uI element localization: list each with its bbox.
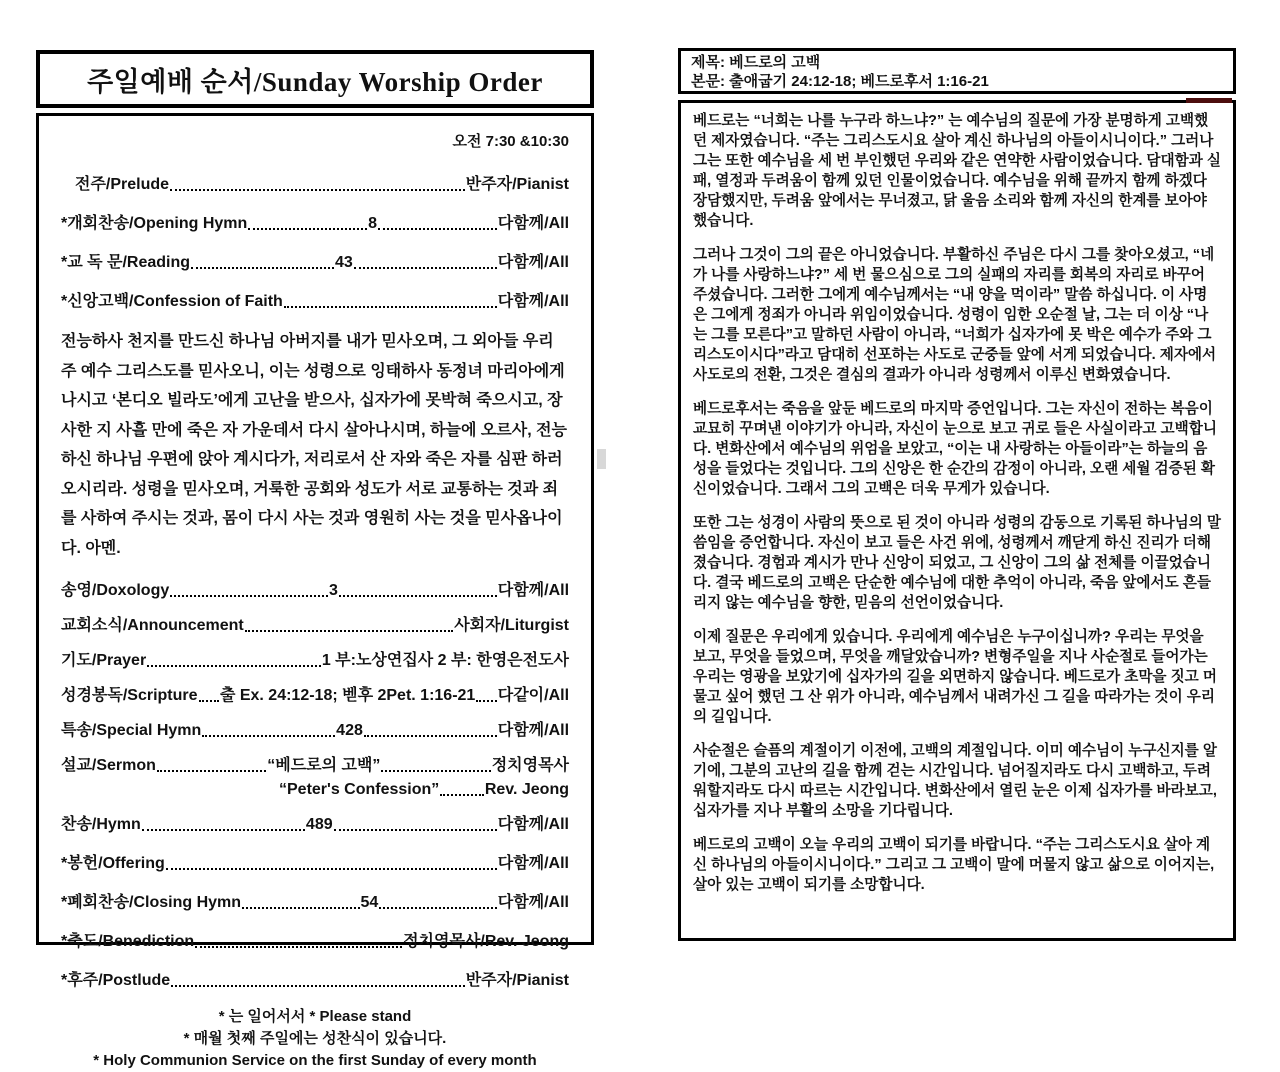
sermon-scripture-line: 본문: 출애굽기 24:12-18; 베드로후서 1:16-21 bbox=[691, 73, 989, 90]
sermon-paragraph: 베드로의 고백이 오늘 우리의 고백이 되기를 바랍니다. “주는 그리스도시요 살아 계신 하나님의 아들이시니이다.” 그리고 그 고백이 말에 머물지 않고 삶으로 이어지는, 살아 있는 고백이 되기를 소망합니다. bbox=[693, 837, 1215, 893]
order-number: 489 bbox=[305, 816, 333, 833]
order-label: *축도/Benediction bbox=[61, 933, 195, 950]
order-number: 428 bbox=[336, 722, 363, 739]
sermon-title-english: “Peter's Confession” bbox=[279, 781, 440, 798]
sermon-paragraph: 사순절은 슬픔의 계절이기 이전에, 고백의 계절입니다. 이미 예수님이 누구신지를 알기에, 그분의 고난의 길을 함께 걷는 시간입니다. 넘어질지라도 다시 고백하고, 두려워할지라도 다시 따르는 시간입니다. 변화산에서 열린 눈은 이제 십자가를 바라보고, 십자가를 지나 부활의 소망을 기다립니다. bbox=[693, 743, 1217, 819]
order-label: *교 독 문/Reading bbox=[61, 254, 191, 271]
order-row-benediction bbox=[61, 928, 569, 951]
order-assignee: 정치영목사/Rev. Jeong bbox=[403, 933, 569, 950]
order-assignee: 다같이/All bbox=[497, 687, 570, 704]
order-assignee: 다함께/All bbox=[497, 816, 569, 833]
worship-order-title-box bbox=[36, 50, 594, 108]
order-label: 교회소식/Announcement bbox=[61, 617, 244, 634]
order-number: 3 bbox=[329, 582, 338, 599]
order-label: 전주/Prelude bbox=[75, 176, 170, 193]
order-row-closing-hymn bbox=[61, 889, 569, 912]
dot-leader bbox=[170, 594, 328, 597]
order-number: 54 bbox=[360, 894, 379, 911]
dot-leader bbox=[381, 769, 490, 772]
dot-leader bbox=[202, 734, 335, 737]
order-label: *폐회찬송/Closing Hymn bbox=[61, 894, 242, 911]
dot-leader bbox=[171, 984, 465, 987]
dot-leader bbox=[364, 734, 497, 737]
order-row-opening-hymn bbox=[61, 210, 569, 233]
order-row-hymn bbox=[61, 811, 569, 834]
worship-order-box bbox=[36, 113, 594, 1069]
order-label: 설교/Sermon bbox=[61, 757, 156, 774]
sermon-title-line: 제목: 베드로의 고백 bbox=[691, 54, 821, 71]
sermon-paragraph: 베드로후서는 죽음을 앞둔 베드로의 마지막 증언입니다. 그는 자신이 전하는 복음이 교묘히 꾸며낸 이야기가 아니라, 자신이 눈으로 보고 귀로 들은 사실이라고 고백합니다. 변화산에서 예수님의 위엄을 보았고, “이는 내 사랑하는 아들이라”는 하늘의 음성을 들었다는 것입니다. 그의 신앙은 한 순간의 감정이 아니라, 오랜 세월 검증된 확신이었습니다. 그래서 그의 고백은 더욱 무게가 있습니다. bbox=[693, 401, 1217, 497]
order-assignee: 1 부:노상연집사 2 부: 한영은전도사 bbox=[321, 652, 569, 669]
order-row-sermon bbox=[61, 752, 569, 775]
footnote-communion-english: * Holy Communion Service on the first Sunday of every month bbox=[93, 1052, 537, 1069]
order-label: 성경봉독/Scripture bbox=[61, 687, 198, 704]
sermon-paragraph: 베드로는 “너희는 나를 누구라 하느냐?” 는 예수님의 질문에 가장 분명하게 고백했던 제자였습니다. “주는 그리스도시요 살아 계신 하나님의 아들이시니이다.” 그러나 그는 또한 예수님을 세 번 부인했던 우리와 같은 연약한 사람이었습니다. 담대함과 실패, 열정과 두려움이 함께 있던 인물이었습니다. 예수님을 위해 끝까지 함께 하겠다 장담했지만, 두려움 앞에서는 무너졌고, 닭 울음 소리와 함께 자신의 한계를 보아야 했습니다. bbox=[693, 113, 1221, 229]
order-assignee: 사회자/Liturgist bbox=[454, 617, 569, 634]
dot-leader bbox=[199, 699, 219, 702]
order-row-announcement bbox=[61, 612, 569, 635]
dot-leader bbox=[354, 266, 497, 269]
dot-leader bbox=[191, 266, 334, 269]
order-row-confession-of-faith bbox=[61, 288, 569, 311]
order-label: *후주/Postlude bbox=[61, 972, 171, 989]
order-label: 특송/Special Hymn bbox=[61, 722, 202, 739]
dot-leader bbox=[245, 629, 453, 632]
dot-leader bbox=[284, 305, 497, 308]
order-assignee: 다함께/All bbox=[497, 215, 570, 232]
order-assignee: 다함께/All bbox=[497, 855, 569, 872]
dot-leader bbox=[248, 227, 367, 230]
dot-leader bbox=[157, 769, 266, 772]
order-row-doxology bbox=[61, 577, 569, 600]
sermon-paragraph: 그러나 그것이 그의 끝은 아니었습니다. 부활하신 주님은 다시 그를 찾아오셨고, “네가 나를 사랑하느냐?” 세 번 물으심으로 그의 실패의 자리를 회복의 자리로 바꾸어 주셨습니다. 그러한 그에게 예수님께서는 “내 양을 먹이라” 말씀 하십니다. 이 사명은 그에게 정죄가 아니라 위임이었습니다. 성령이 임한 오순절 날, 그는 더 이상 “나는 그를 모른다”고 말하던 사람이 아니라, “너희가 십자가에 못 박은 예수가 주와 그리스도이시다”라고 담대히 선포하는 사도로 군중들 앞에 서게 되었습니다. 제자에서 사도로의 전환, 그것은 결심의 결과가 아니라 성령께서 이루신 변화였습니다. bbox=[693, 247, 1217, 383]
sermon-paragraph: 이제 질문은 우리에게 있습니다. 우리에게 예수님은 누구이십니까? 우리는 무엇을 보고, 무엇을 들었으며, 무엇을 깨달았습니까? 변형주일을 지나 사순절로 들어가는 우리는 영광을 보았기에 십자가의 길을 외면하지 않습니다. 베드로가 초막을 짓고 머물고 싶어 했던 그 산 위가 아니라, 예수님께서 내려가신 그 길을 따라가는 것이 우리의 길입니다. bbox=[693, 629, 1217, 725]
apostles-creed: 전능하사 천지를 만드신 하나님 아버지를 내가 믿사오며, 그 외아들 우리 주 예수 그리스도를 믿사오니, 이는 성령으로 잉태하사 동정녀 마리아에게 나시고 ‘본디오 빌라도’에게 고난을 받으사, 십자가에 못박혀 죽으시고, 장사한 지 사흘 만에 죽은 자 가운데서 다시 살아나시며, 하늘에 오르사, 전능하신 하나님 우편에 앉아 계시다가, 저리로서 산 자와 죽은 자를 심판 하러 오시리라. 성령을 믿사오며, 거룩한 공회와 성도가 서로 교통하는 것과 죄를 사하여 주시는 것과, 몸이 다시 사는 것과 영원히 사는 것을 믿사옵나이다. 아멘. bbox=[61, 333, 568, 557]
order-assignee: Rev. Jeong bbox=[484, 781, 569, 798]
order-number: 43 bbox=[335, 254, 353, 271]
sermon-body-box bbox=[678, 100, 1236, 941]
dot-leader bbox=[378, 227, 497, 230]
dot-leader bbox=[440, 793, 484, 796]
order-assignee: 다함께/All bbox=[497, 894, 569, 911]
sermon-header-box bbox=[678, 48, 1236, 94]
order-scripture-ref: 출 Ex. 24:12-18; 벧후 2Pet. 1:16-21 bbox=[219, 687, 476, 704]
order-number: 8 bbox=[368, 215, 377, 232]
order-assignee: 다함께/All bbox=[497, 722, 570, 739]
order-row-prayer bbox=[61, 647, 569, 670]
order-label: *신앙고백/Confession of Faith bbox=[61, 293, 283, 310]
dot-leader bbox=[170, 188, 465, 191]
order-assignee: 반주자/Pianist bbox=[465, 972, 569, 989]
footnote-communion-korean: * 매월 첫째 주일에는 성찬식이 있습니다. bbox=[183, 1030, 447, 1047]
order-assignee: 다함께/All bbox=[497, 582, 570, 599]
order-assignee: 반주자/Pianist bbox=[465, 176, 569, 193]
dot-leader bbox=[379, 906, 496, 909]
order-label: 송영/Doxology bbox=[61, 582, 170, 599]
page-title: 주일예배 순서/Sunday Worship Order bbox=[87, 66, 543, 97]
dot-leader bbox=[166, 867, 497, 870]
dot-leader bbox=[142, 828, 305, 831]
order-row-prelude bbox=[61, 171, 569, 194]
order-row-sermon-english bbox=[61, 781, 569, 799]
dot-leader bbox=[195, 945, 402, 948]
order-label: *봉헌/Offering bbox=[61, 855, 165, 872]
order-assignee: 다함께/All bbox=[497, 293, 569, 310]
order-assignee: 다함께/All bbox=[497, 254, 569, 271]
footnotes bbox=[61, 1006, 569, 1072]
dot-leader bbox=[476, 699, 496, 702]
dot-leader bbox=[147, 664, 321, 667]
order-row-special-hymn bbox=[61, 717, 569, 740]
order-row-scripture bbox=[61, 682, 569, 705]
dot-leader bbox=[334, 828, 497, 831]
footnote-please-stand: * 는 일어서서 * Please stand bbox=[218, 1008, 412, 1025]
service-times: 오전 7:30 &10:30 bbox=[452, 133, 569, 150]
order-label: *개회찬송/Opening Hymn bbox=[61, 215, 248, 232]
order-row-postlude bbox=[61, 967, 569, 990]
order-row-offering bbox=[61, 850, 569, 873]
dot-leader bbox=[339, 594, 497, 597]
sermon-title-korean: “베드로의 고백” bbox=[267, 757, 381, 774]
dot-leader bbox=[242, 906, 359, 909]
maroon-border-mark bbox=[1186, 98, 1232, 103]
order-label: 기도/Prayer bbox=[61, 652, 147, 669]
sermon-paragraph: 또한 그는 성경이 사람의 뜻으로 된 것이 아니라 성령의 감동으로 기록된 하나님의 말씀임을 증언합니다. 자신이 보고 들은 사건 위에, 성령께서 깨닫게 하신 진리가 더해졌습니다. 경험과 계시가 만나 신앙이 되었고, 그 신앙이 그의 삶 전체를 이끌었습니다. 결국 베드로의 고백은 단순한 예수님에 대한 추억이 아니라, 죽음 앞에서도 흔들리지 않는 예수님을 향한, 믿음의 선언이었습니다. bbox=[693, 515, 1221, 611]
scan-artifact bbox=[597, 449, 606, 469]
order-row-reading bbox=[61, 249, 569, 272]
order-label: 찬송/Hymn bbox=[61, 816, 141, 833]
order-assignee: 정치영목사 bbox=[491, 757, 569, 774]
